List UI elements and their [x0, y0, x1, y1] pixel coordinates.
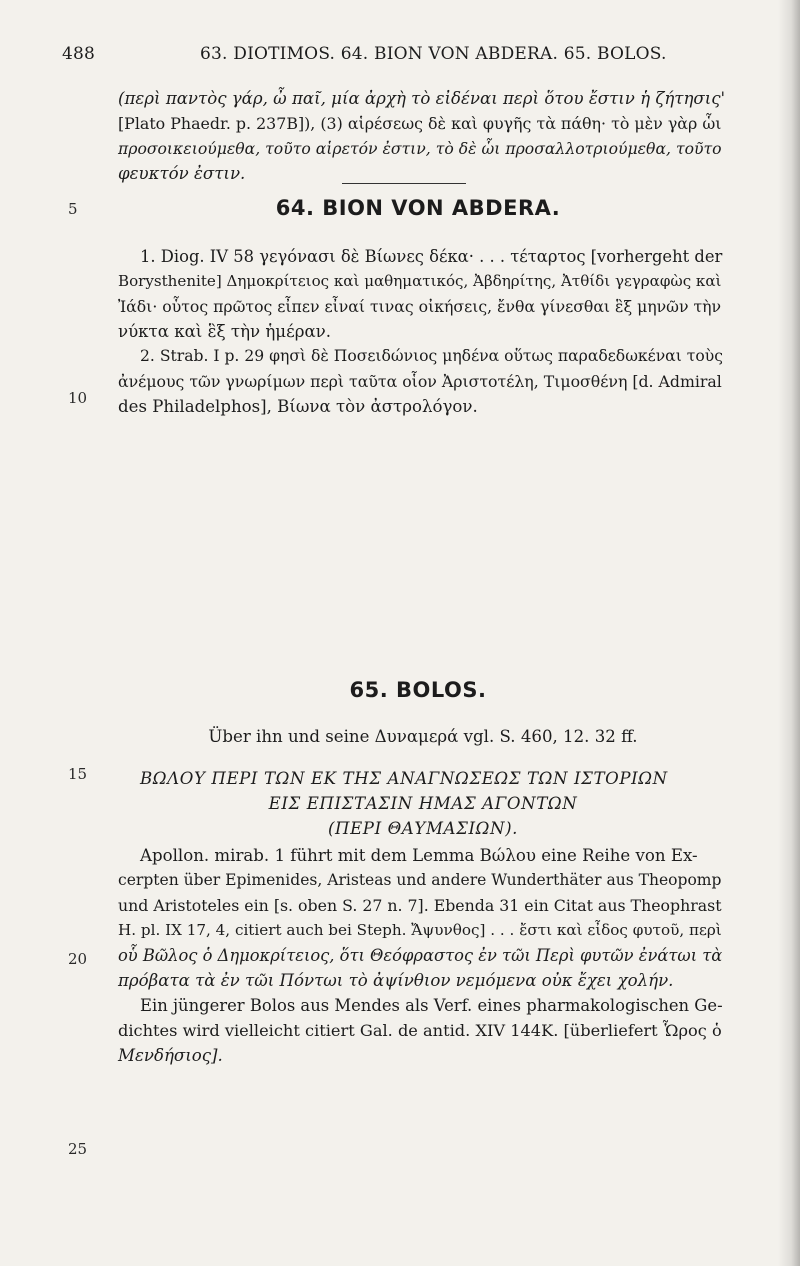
heading-line: ΒΩΛΟΥ ΠΕΡΙ ΤΩΝ ΕΚ ΤΗΣ ΑΝΑΓΝΩΣΕΩΣ ΤΩΝ ΙΣΤΟΡΙΩΝ [140, 769, 668, 788]
top-paragraph [118, 86, 728, 186]
section-65-subtitle-wrap [118, 724, 728, 749]
page-edge-shadow [778, 0, 800, 1266]
heading-line: ΕΙΣ ΕΠΙΣΤΑΣΙΝ ΗΜΑΣ ΑΓΟΝΤΩΝ [268, 794, 578, 813]
text-line: dichtes wird vielleicht citiert Gal. de antid. XIV 144K. [überliefert Ὧρος ὁ [118, 1021, 722, 1040]
running-title: 63. DIOTIMOS. 64. BION VON ABDERA. 65. BOLOS. [200, 44, 667, 64]
text-line: (περὶ παντὸς γάρ, ὦ παῖ, μία ἀρχὴ τὸ εἰδέναι περὶ ὅτου ἔστιν ἡ ζήτησις' [118, 89, 726, 108]
text-line: προσοικειούμεθα, τοῦτο αἱρετόν ἐστιν, τὸ δὲ ὧι προσαλλοτριούμεθα, τοῦτο [118, 139, 722, 158]
text-line: 2. Strab. I p. 29 φησὶ δὲ Ποσειδώνιος μηδένα οὕτως παραδεδωκέναι τοὺς [140, 347, 723, 365]
text-line: Ἰάδι· οὗτος πρῶτος εἶπεν εἶναί τινας οἰκήσεις, ἔνθα γίνεσθαι ἓξ μηνῶν τὴν [118, 297, 722, 316]
section-65-body [118, 843, 728, 1068]
line-number: 15 [68, 765, 88, 783]
heading-line: (ΠΕΡΙ ΘΑΥΜΑΣΙΩΝ). [327, 819, 519, 838]
text-line: Apollon. mirab. 1 führt mit dem Lemma Βώλου eine Reihe von Ex- [140, 846, 698, 865]
text-line: 1. Diog. IV 58 γεγόνασι δὲ Βίωνες δέκα· . . . τέταρτος [vorhergeht der [140, 247, 723, 266]
section-65-title: 65. BOLOS. [349, 678, 487, 702]
text-line: Μενδήσιος]. [118, 1046, 223, 1065]
text-line: οὗ Βῶλος ὁ Δημοκρίτειος, ὅτι Θεόφραστος ἐν τῶι Περὶ φυτῶν ἐνάτωι τὰ [118, 946, 723, 965]
text-line: νύκτα καὶ ἓξ τὴν ἡμέραν. [118, 322, 332, 341]
text-line: πρόβατα τὰ ἐν τῶι Πόντωι τὸ ἀψίνθιον νεμόμενα οὐκ ἔχει χολήν. [118, 971, 674, 990]
line-number: 10 [68, 389, 88, 407]
text-line: H. pl. IX 17, 4, citiert auch bei Steph. Ἄψυνθος] . . . ἔστι καὶ εἶδος φυτοῦ, περὶ [118, 921, 722, 939]
text-line: [Plato Phaedr. p. 237B]), (3) αἱρέσεως δὲ καὶ φυγῆς τὰ πάθη· τὸ μὲν γὰρ ὧι [118, 114, 722, 133]
line-number: 5 [68, 200, 78, 218]
section-65-heading [118, 766, 728, 841]
text-line: des Philadelphos], Βίωνα τὸν ἀστρολόγον. [118, 397, 478, 416]
line-number: 20 [68, 950, 88, 968]
section-64-title: 64. BION VON ABDERA. [275, 196, 561, 220]
section-divider [342, 183, 466, 184]
section-65-subtitle: Über ihn und seine Δυναμερά vgl. S. 460, 12. 32 ff. [208, 727, 638, 746]
section-64-body [118, 244, 728, 419]
text-line: cerpten über Epimenides, Aristeas und andere Wunderthäter aus Theopomp [118, 871, 722, 889]
text-line: Ein jüngerer Bolos aus Mendes als Verf. eines pharmakologischen Ge- [140, 996, 723, 1015]
text-line: und Aristoteles ein [s. oben S. 27 n. 7]. Ebenda 31 ein Citat aus Theophrast [118, 896, 722, 915]
text-line: φευκτόν ἐστιν. [118, 164, 246, 183]
line-number: 25 [68, 1140, 88, 1158]
text-line: ἀνέμους τῶν γνωρίμων περὶ ταῦτα οἷον Ἀριστοτέλη, Τιμοσθένη [d. Admiral [118, 372, 722, 391]
running-header [62, 44, 722, 74]
text-line: Borysthenite] Δημοκρίτειος καὶ μαθηματικός, Ἀβδηρίτης, Ἀτθίδι γεγραφὼς καὶ [118, 272, 722, 290]
page-number: 488 [62, 44, 96, 64]
